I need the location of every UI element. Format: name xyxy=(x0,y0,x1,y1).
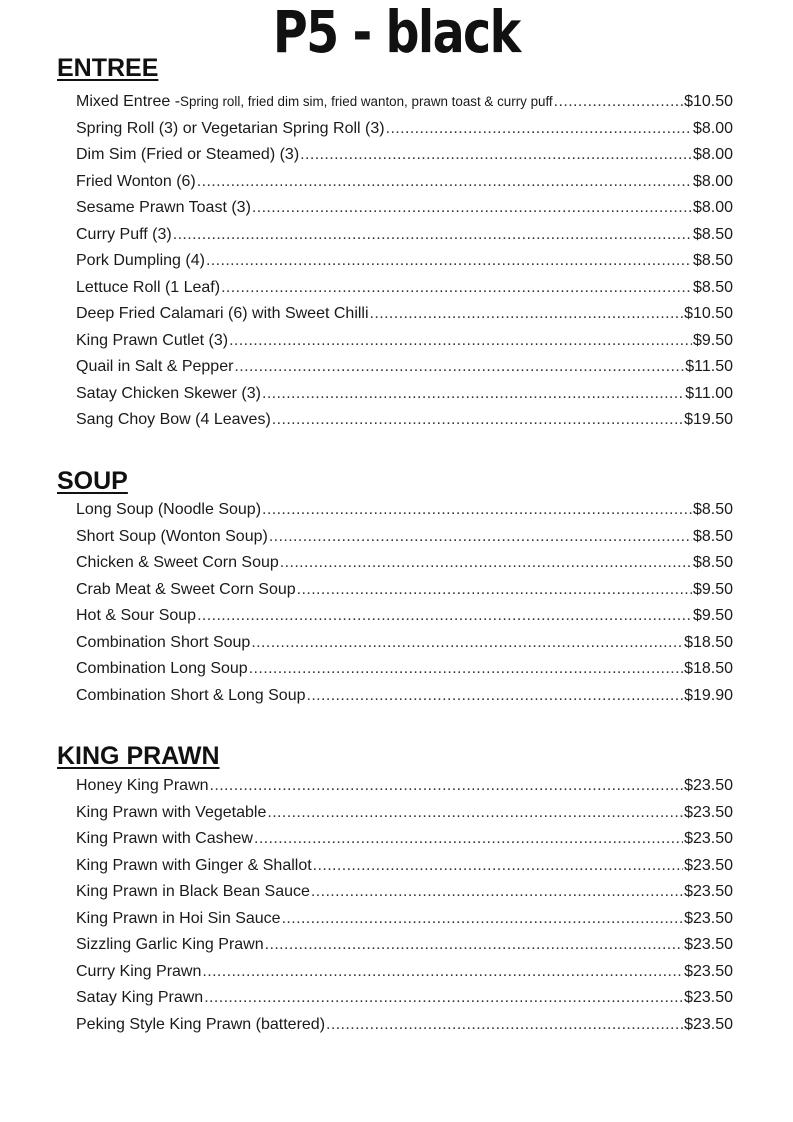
item-price: $23.50 xyxy=(684,989,733,1006)
menu-item xyxy=(76,855,733,877)
item-price: $8.00 xyxy=(692,199,733,216)
item-price: $18.50 xyxy=(684,660,733,677)
item-name: Dim Sim (Fried or Steamed) (3) xyxy=(76,146,300,163)
dot-leader xyxy=(262,499,692,521)
item-price: $8.50 xyxy=(692,225,733,243)
item-name: King Prawn in Hoi Sin Sauce xyxy=(76,909,281,927)
item-price: $23.50 xyxy=(684,777,733,794)
item-name: Combination Short & Long Soup xyxy=(76,686,306,704)
menu-item xyxy=(76,91,733,113)
item-name: Short Soup (Wonton Soup) xyxy=(76,527,268,545)
item-price: $9.50 xyxy=(692,607,733,624)
menu-item xyxy=(76,356,733,378)
item-price: $8.50 xyxy=(692,501,733,518)
item-name: Crab Meat & Sweet Corn Soup xyxy=(76,580,296,598)
dot-leader xyxy=(306,685,683,707)
item-name: King Prawn in Black Bean Sauce xyxy=(76,883,310,900)
item-description: Spring roll, fried dim sim, fried wanton, prawn toast & curry puff xyxy=(180,94,553,109)
section-heading: ENTREE xyxy=(57,54,159,82)
item-price: $23.50 xyxy=(684,1015,733,1033)
dot-leader xyxy=(300,144,692,166)
menu-item xyxy=(76,224,733,246)
menu-item xyxy=(76,409,733,431)
item-name: Curry Puff (3) xyxy=(76,225,172,243)
item-name: King Prawn with Cashew xyxy=(76,830,253,847)
item-name: Chicken & Sweet Corn Soup xyxy=(76,554,279,571)
menu-item xyxy=(76,330,733,352)
item-price: $23.50 xyxy=(684,883,733,900)
dot-leader xyxy=(202,961,683,983)
dot-leader xyxy=(251,632,683,654)
menu-item xyxy=(76,961,733,983)
item-name: Combination Long Soup xyxy=(76,660,248,677)
item-price: $23.50 xyxy=(684,936,733,953)
menu-item xyxy=(76,1014,733,1036)
item-name: Satay King Prawn xyxy=(76,989,204,1006)
dot-leader xyxy=(280,552,692,574)
dot-leader xyxy=(297,579,692,601)
menu-item xyxy=(76,828,733,850)
dot-leader xyxy=(262,383,684,405)
dot-leader xyxy=(311,881,683,903)
dot-leader xyxy=(234,356,684,378)
dot-leader xyxy=(221,277,692,299)
dot-leader xyxy=(326,1014,683,1036)
item-name: Peking Style King Prawn (battered) xyxy=(76,1015,326,1033)
item-name: Deep Fried Calamari (6) with Sweet Chilli xyxy=(76,305,369,322)
item-price: $19.90 xyxy=(684,686,733,704)
dot-leader xyxy=(252,197,692,219)
dot-leader xyxy=(204,987,683,1009)
dot-leader xyxy=(267,802,683,824)
item-name: Spring Roll (3) or Vegetarian Spring Roll (3) xyxy=(76,119,385,137)
item-price: $8.50 xyxy=(692,554,733,571)
dot-leader xyxy=(197,605,692,627)
item-price: $8.50 xyxy=(692,527,733,545)
page-title: P5 - black xyxy=(272,0,520,66)
item-name: King Prawn with Ginger & Shallot xyxy=(76,856,312,874)
dot-leader xyxy=(197,171,692,193)
dot-leader xyxy=(254,828,683,850)
section-heading: KING PRAWN xyxy=(57,742,220,770)
item-name: King Prawn with Vegetable xyxy=(76,803,267,821)
dot-leader xyxy=(554,91,683,113)
item-price: $10.50 xyxy=(684,305,733,322)
dot-leader xyxy=(370,303,684,325)
item-price: $8.00 xyxy=(692,146,733,163)
dot-leader xyxy=(206,250,692,272)
dot-leader xyxy=(210,775,684,797)
item-name: Quail in Salt & Pepper xyxy=(76,358,234,375)
menu-item xyxy=(76,579,733,601)
item-name: Hot & Sour Soup xyxy=(76,607,197,624)
menu-item xyxy=(76,144,733,166)
item-name: Mixed Entree - xyxy=(76,93,181,110)
item-name: Sang Choy Bow (4 Leaves) xyxy=(76,411,271,428)
menu-item xyxy=(76,802,733,824)
item-price: $8.50 xyxy=(692,252,733,269)
item-name: Lettuce Roll (1 Leaf) xyxy=(76,278,221,296)
menu-item xyxy=(76,605,733,627)
menu-item xyxy=(76,934,733,956)
dot-leader xyxy=(272,409,683,431)
item-price: $23.50 xyxy=(684,962,733,980)
dot-leader xyxy=(269,526,692,548)
item-name: Satay Chicken Skewer (3) xyxy=(76,384,261,402)
menu-item xyxy=(76,171,733,193)
item-price: $9.50 xyxy=(692,331,733,349)
menu-item xyxy=(76,881,733,903)
menu-item xyxy=(76,658,733,680)
menu-item xyxy=(76,908,733,930)
item-name: Combination Short Soup xyxy=(76,633,251,651)
dot-leader xyxy=(386,118,692,140)
item-name: Curry King Prawn xyxy=(76,962,202,980)
item-price: $23.50 xyxy=(684,856,733,874)
menu-item xyxy=(76,987,733,1009)
item-name: Long Soup (Noodle Soup) xyxy=(76,501,262,518)
section-heading: SOUP xyxy=(57,467,128,495)
menu-item xyxy=(76,197,733,219)
menu-item xyxy=(76,632,733,654)
menu-item xyxy=(76,685,733,707)
menu-item xyxy=(76,118,733,140)
menu-item xyxy=(76,277,733,299)
item-price: $19.50 xyxy=(684,411,733,428)
item-price: $10.50 xyxy=(684,93,733,110)
dot-leader xyxy=(229,330,692,352)
item-price: $9.50 xyxy=(692,580,733,598)
menu-item xyxy=(76,499,733,521)
menu-item xyxy=(76,526,733,548)
dot-leader xyxy=(282,908,684,930)
dot-leader xyxy=(249,658,683,680)
dot-leader xyxy=(313,855,683,877)
item-name: Sizzling Garlic King Prawn xyxy=(76,936,264,953)
item-price: $11.50 xyxy=(685,358,733,375)
item-price: $8.00 xyxy=(692,172,733,190)
menu-item xyxy=(76,775,733,797)
item-price: $8.50 xyxy=(692,278,733,296)
menu-item xyxy=(76,303,733,325)
item-price: $8.00 xyxy=(692,119,733,137)
item-name: Sesame Prawn Toast (3) xyxy=(76,199,251,216)
item-name: Fried Wonton (6) xyxy=(76,172,196,190)
item-price: $11.00 xyxy=(685,384,733,402)
item-name: King Prawn Cutlet (3) xyxy=(76,331,229,349)
item-price: $23.50 xyxy=(684,803,733,821)
item-price: $23.50 xyxy=(684,909,733,927)
dot-leader xyxy=(265,934,683,956)
item-price: $23.50 xyxy=(684,830,733,847)
item-price: $18.50 xyxy=(684,633,733,651)
dot-leader xyxy=(173,224,692,246)
menu-item xyxy=(76,250,733,272)
item-name: Honey King Prawn xyxy=(76,777,209,794)
menu-item xyxy=(76,383,733,405)
menu-item xyxy=(76,552,733,574)
item-name: Pork Dumpling (4) xyxy=(76,252,205,269)
